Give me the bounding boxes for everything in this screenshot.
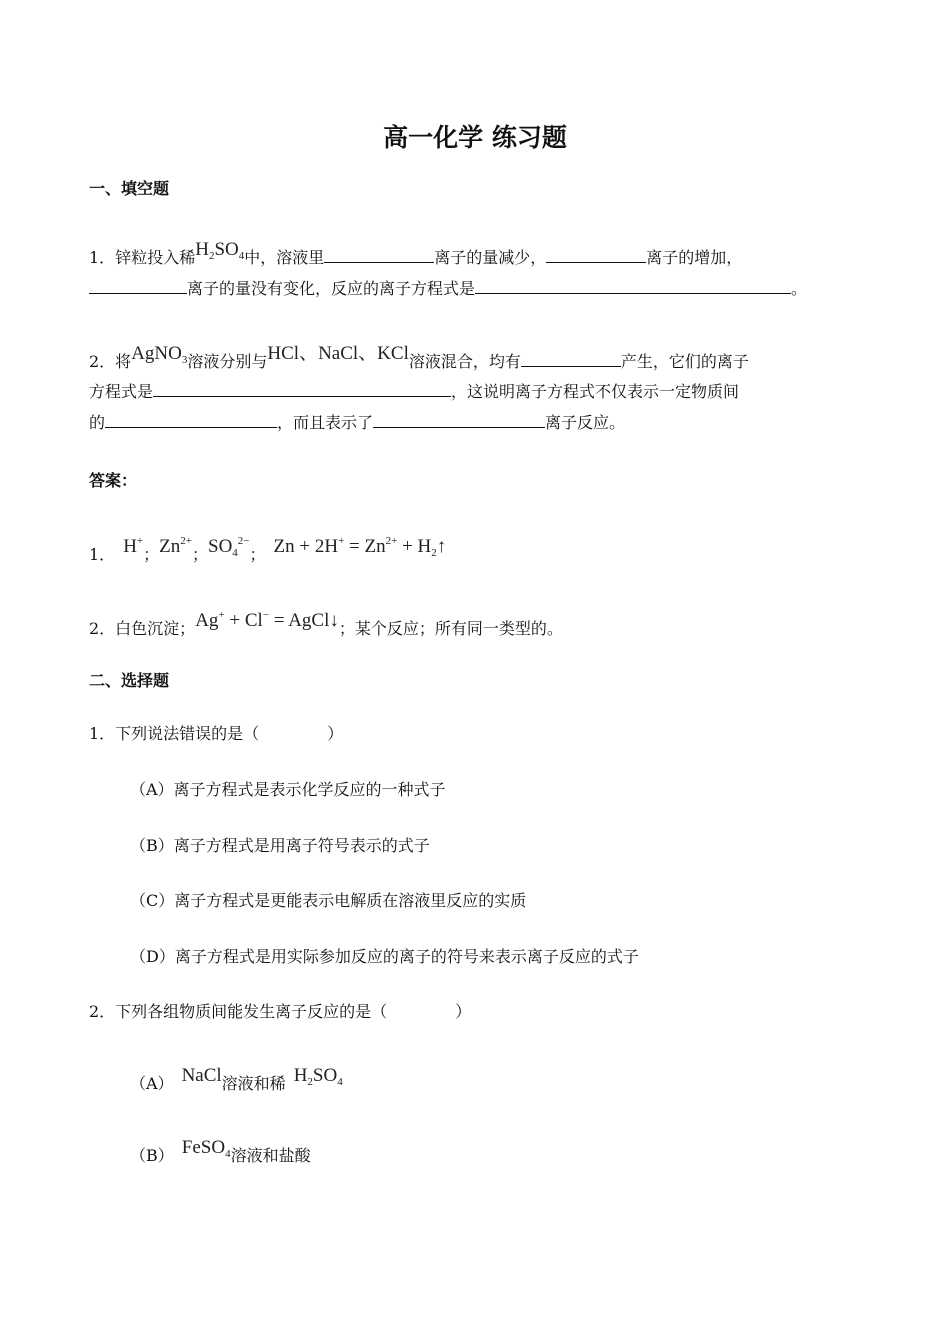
question-text: 离子的增加，	[646, 248, 743, 267]
mc-question-2: 2．下列各组物质间能发生离子反应的是（ ）	[89, 1002, 472, 1021]
ionic-equation-1: $Zn + 2H^+ = Zn^{2+}$ + $H_2↑$	[273, 535, 447, 559]
question-text: 溶液分别与	[187, 352, 268, 371]
answer-blank[interactable]	[475, 277, 791, 294]
mc-question-1: 1．下列说法错误的是（ ）	[89, 724, 344, 743]
option-b[interactable]: （B）离子方程式是用离子符号表示的式子	[130, 836, 430, 855]
question-2-line-1	[89, 343, 749, 379]
question-1-line-2	[89, 277, 807, 300]
answer-blank[interactable]	[89, 277, 187, 294]
option-label: （A）	[130, 1074, 174, 1093]
formula-h2so4: $H_2SO_4$	[293, 1065, 343, 1088]
question-2-line-3	[89, 411, 625, 434]
formula-nacl: NaCl、	[318, 343, 378, 364]
formula-agno3: AgNO$_3$	[131, 343, 188, 366]
option-a[interactable]	[130, 1065, 343, 1101]
question-text: ，而且表示了	[277, 413, 374, 432]
answer-2	[89, 609, 563, 640]
ionic-equation-2: Ag+ + Cl− = AgCl↓	[195, 609, 339, 631]
formula-feso4: FeSO$_4$	[181, 1137, 231, 1160]
question-text: 锌粒投入稀	[115, 248, 196, 267]
question-text: 中，溶液里	[244, 248, 325, 267]
ion-sulfate: $SO_4^{2-}$	[208, 535, 250, 559]
question-1-line-1	[89, 239, 743, 275]
question-text: 溶液混合，均有	[408, 352, 521, 371]
formula-nacl: NaCl	[181, 1065, 222, 1086]
answer-1: 1． H+；$Zn^{2+}$；$SO_4^{2-}$； $Zn + 2H^+ = Zn^{2+}$ + $H_2↑$	[89, 535, 447, 564]
answers-heading: 答案：	[89, 471, 138, 490]
question-text: 。	[791, 279, 808, 298]
question-text: 方程式是	[89, 382, 154, 401]
question-text: 离子反应。	[545, 413, 626, 432]
section-heading-multiple-choice: 二、选择题	[89, 671, 170, 690]
option-a[interactable]: （A）离子方程式是表示化学反应的一种式子	[130, 780, 446, 799]
question-text: 离子的量减少，	[434, 248, 547, 267]
ion-h: H+	[123, 535, 144, 557]
option-text: 溶液和稀	[221, 1074, 286, 1093]
ion-zn: $Zn^{2+}$	[159, 535, 192, 557]
option-b[interactable]	[130, 1137, 311, 1173]
section-heading-fill-blank: 一、填空题	[89, 179, 170, 198]
question-text: ，这说明离子方程式不仅表示一定物质间	[451, 382, 740, 401]
question-2-line-2	[89, 380, 739, 403]
question-number: 2．将	[89, 352, 132, 371]
question-stem: 1．下列说法错误的是（	[89, 724, 260, 743]
answer-text: ；某个反应；所有同一类型的。	[338, 619, 563, 638]
formula-hcl: HCl、	[267, 343, 319, 364]
answer-blank[interactable]	[105, 411, 277, 428]
question-text: 离子的量没有变化，反应的离子方程式是	[187, 279, 476, 298]
option-c[interactable]: （C）离子方程式是更能表示电解质在溶液里反应的实质	[130, 891, 527, 910]
answer-blank[interactable]	[153, 380, 451, 397]
answer-text: 2．白色沉淀；	[89, 619, 196, 638]
option-d[interactable]: （D）离子方程式是用实际参加反应的离子的符号来表示离子反应的式子	[130, 947, 639, 966]
answer-blank[interactable]	[521, 350, 621, 367]
page-title: 高一化学 练习题	[383, 123, 567, 152]
question-number: 1．	[89, 248, 116, 267]
answer-blank[interactable]	[324, 246, 434, 263]
formula-h2so4: $H_2SO_4$	[195, 239, 245, 262]
answer-blank[interactable]	[373, 411, 545, 428]
option-label: （B）	[130, 1146, 174, 1165]
question-stem: 2．下列各组物质间能发生离子反应的是（	[89, 1002, 388, 1021]
question-text: 产生，它们的离子	[620, 352, 749, 371]
answer-number: 1．	[89, 545, 116, 564]
question-text: 的	[89, 413, 106, 432]
answer-blank[interactable]	[546, 246, 646, 263]
formula-kcl: KCl	[377, 343, 409, 364]
option-text: 溶液和盐酸	[230, 1146, 311, 1165]
